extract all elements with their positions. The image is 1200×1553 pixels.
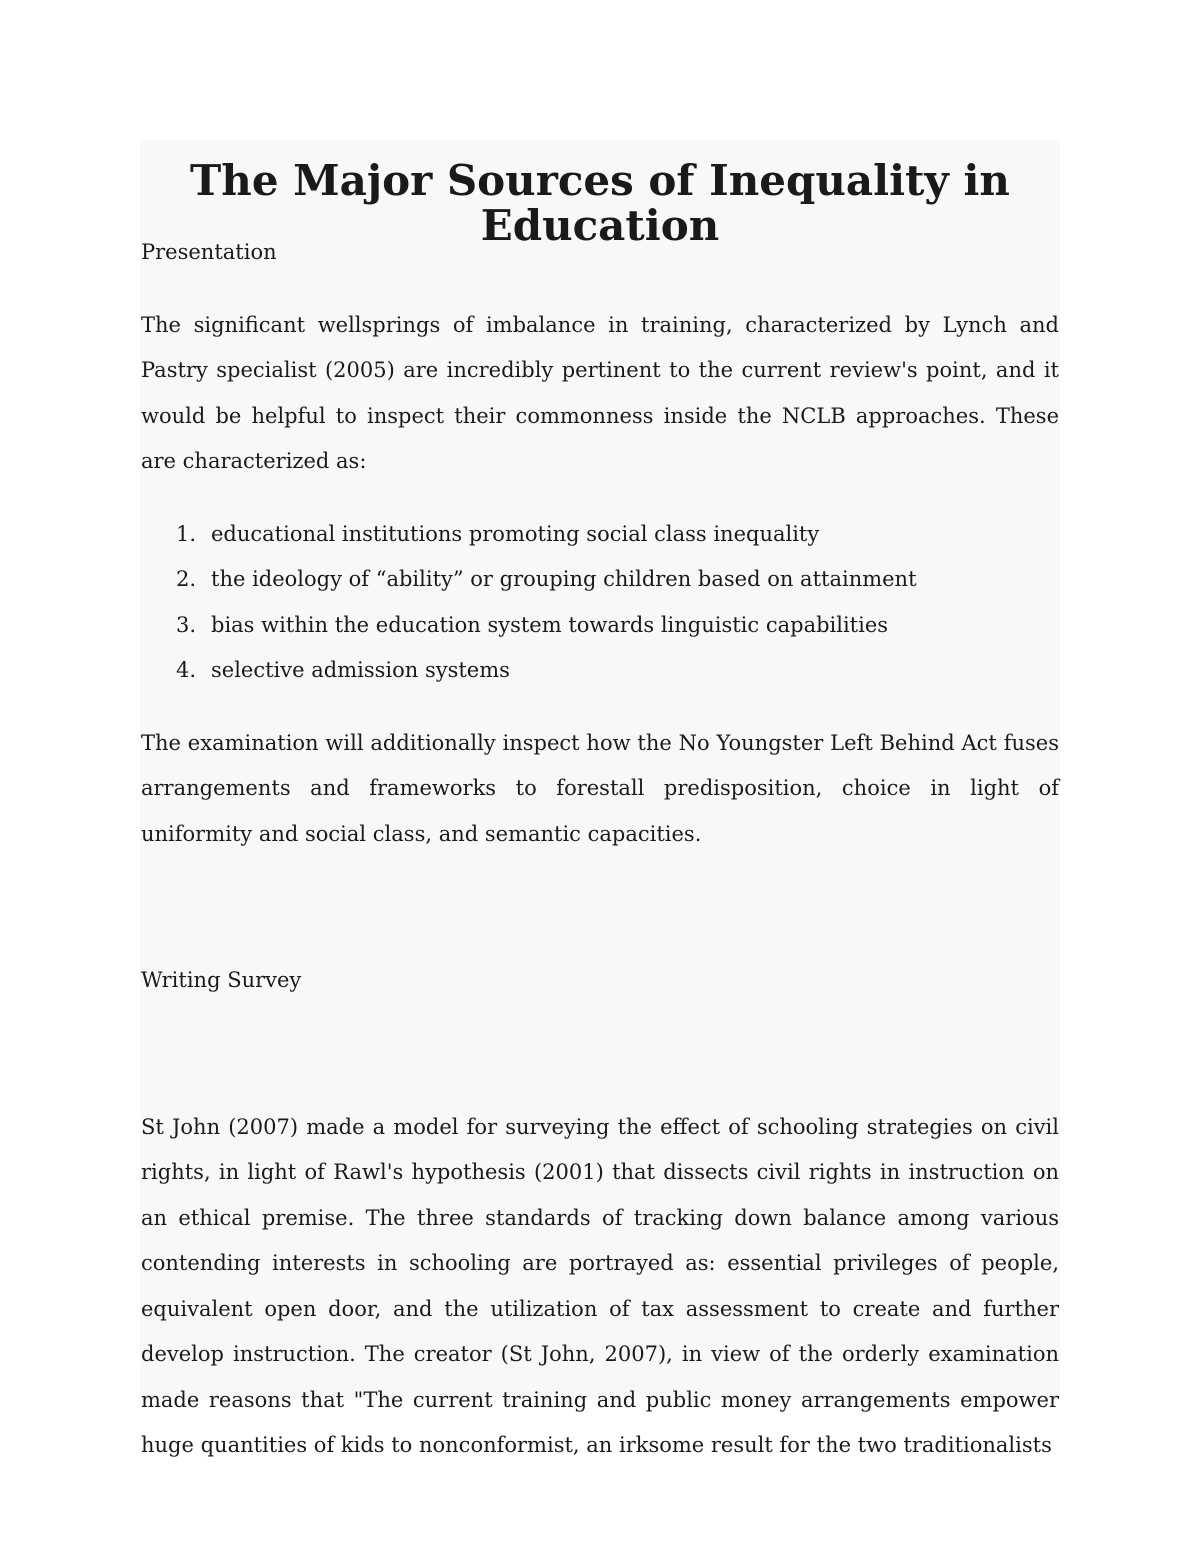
list-item xyxy=(141,648,1059,694)
list-item xyxy=(141,557,1059,603)
list-item-text: the ideology of “ability” or grouping children based on attainment xyxy=(211,567,917,591)
intro-heading: Presentation xyxy=(141,240,277,264)
list-item-number: 1. xyxy=(176,521,197,546)
spacer xyxy=(141,276,1059,303)
sources-list xyxy=(141,512,1059,694)
intro-paragraph: The significant wellsprings of imbalance in training, characterized by Lynch and Pastry specialist (2005) are incredibly pertinent to the current review's point, and it would be helpful to inspect their commonness inside the NCLB approaches. These are characterized as: xyxy=(141,312,1059,473)
list-item-number: 4. xyxy=(176,658,197,682)
spacer xyxy=(141,694,1059,721)
spacer xyxy=(141,1004,1059,1105)
list-item-number: 2. xyxy=(176,567,197,591)
list-item-text: bias within the education system towards linguistic capabilities xyxy=(211,612,889,637)
spacer xyxy=(141,485,1059,512)
review-heading: Writing Survey xyxy=(141,968,302,992)
list-item xyxy=(141,512,1059,558)
document-title: The Major Sources of Inequality in Education xyxy=(190,156,1010,250)
review-paragraph: St John (2007) made a model for surveying the effect of schooling strategies on civil rights, in light of Rawl's hypothesis (2001) that dissects civil rights in instruction on an ethical premise. The three standards of tracking down balance among various contending interests in schooling are portrayed as: essential privileges of people, equivalent open door, and the utilization of tax assessment to create and further develop instruction. The creator (St John, 2007), in view of the orderly examination made reasons that "The current training and public money arrangements empower huge quantities of kids to nonconformist, an irksome result for the two traditionalists xyxy=(141,1114,1059,1457)
spacer xyxy=(141,857,1059,958)
examination-paragraph: The examination will additionally inspect how the No Youngster Left Behind Act fuses arrangements and frameworks to forestall predisposition, choice in light of uniformity and social class, and semantic capacities. xyxy=(141,730,1059,846)
list-item-text: selective admission systems xyxy=(211,658,510,682)
document-page xyxy=(141,158,1059,1469)
list-item-text: educational institutions promoting social class inequality xyxy=(211,521,820,546)
list-item-number: 3. xyxy=(176,612,197,637)
list-item xyxy=(141,603,1059,649)
